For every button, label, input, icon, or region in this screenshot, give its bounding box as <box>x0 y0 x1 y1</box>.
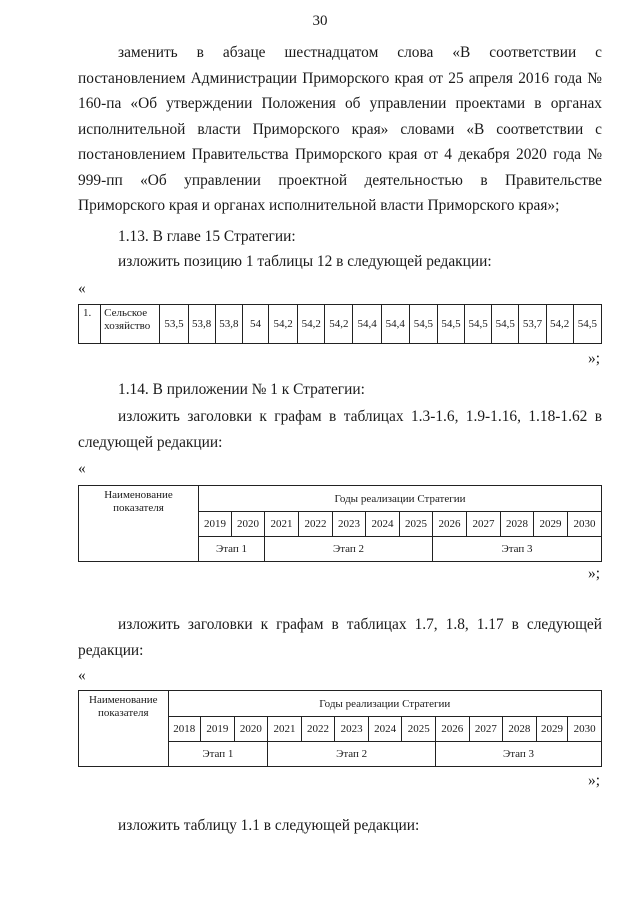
year-cell: 2028 <box>503 717 537 742</box>
value-cell: 54,5 <box>492 305 519 344</box>
year-cell: 2026 <box>436 717 470 742</box>
instruction-headers-1: изложить заголовки к графам в таблицах 1.3-1.6, 1.9-1.16, 1.18-1.62 в следующей редакции: <box>78 408 602 451</box>
value-cell: 53,7 <box>519 305 546 344</box>
stage-cell: Этап 2 <box>268 742 436 767</box>
year-cell: 2019 <box>201 717 235 742</box>
year-cell: 2029 <box>536 717 568 742</box>
year-cell: 2021 <box>268 717 302 742</box>
value-cell: 54 <box>242 305 268 344</box>
stage-cell: Этап 1 <box>199 537 265 562</box>
value-cell: 54,5 <box>573 305 601 344</box>
value-cell: 53,8 <box>215 305 242 344</box>
value-cell: 54,2 <box>298 305 325 344</box>
value-cell: 54,4 <box>381 305 409 344</box>
open-quote: « <box>78 280 86 297</box>
close-quote: »; <box>588 565 600 582</box>
close-quote: »; <box>588 350 600 367</box>
item-1-14: 1.14. В приложении № 1 к Стратегии: <box>118 381 365 398</box>
years-header: Годы реализации Стратегии <box>199 486 602 512</box>
value-cell: 54,5 <box>437 305 464 344</box>
year-cell: 2030 <box>568 512 602 537</box>
year-cell: 2024 <box>368 717 402 742</box>
open-quote: « <box>78 667 86 684</box>
year-cell: 2028 <box>501 512 534 537</box>
item-1-13: 1.13. В главе 15 Стратегии: <box>118 228 296 245</box>
year-cell: 2020 <box>234 717 268 742</box>
page-number: 30 <box>312 13 328 29</box>
value-cell: 53,8 <box>188 305 215 344</box>
paragraph-amendment: заменить в абзаце шестнадцатом слова «В соответствии с постановлением Администрации Приморского края от 25 апреля 2016 года № 160-па «Об утверждении Положения об управлении проектами в органах исполнительной власти Приморского края» словами «В соответствии с постановлением Правительства Приморского края от 4 декабря 2020 года № 999-пп «Об управлении проектной деятельностью в Правительстве Приморского края и органах исполнительной власти Приморского края»; <box>78 44 602 214</box>
indicator-name-header: Наименование показателя <box>79 486 199 562</box>
value-cell: 54,5 <box>465 305 492 344</box>
header-table-1 <box>78 485 602 562</box>
year-cell: 2029 <box>534 512 568 537</box>
indicator-name-header: Наименование показателя <box>79 691 169 767</box>
year-cell: 2030 <box>568 717 602 742</box>
row-number: 1. <box>79 305 101 344</box>
year-cell: 2018 <box>168 717 201 742</box>
value-cell: 53,5 <box>160 305 188 344</box>
years-header: Годы реализации Стратегии <box>168 691 601 717</box>
year-cell: 2022 <box>301 717 335 742</box>
table-row <box>79 305 602 344</box>
stage-cell: Этап 2 <box>265 537 433 562</box>
year-cell: 2023 <box>335 717 369 742</box>
year-cell: 2027 <box>467 512 501 537</box>
year-cell: 2022 <box>299 512 333 537</box>
year-cell: 2025 <box>400 512 433 537</box>
stage-cell: Этап 3 <box>436 742 602 767</box>
year-cell: 2025 <box>402 717 436 742</box>
value-cell: 54,2 <box>546 305 573 344</box>
open-quote: « <box>78 460 86 477</box>
header-table-2 <box>78 690 602 767</box>
year-cell: 2023 <box>333 512 366 537</box>
year-cell: 2024 <box>366 512 400 537</box>
instruction-table-12: изложить позицию 1 таблицы 12 в следующей редакции: <box>118 253 492 270</box>
instruction-table-1-1: изложить таблицу 1.1 в следующей редакции: <box>118 817 420 834</box>
instruction-headers-2: изложить заголовки к графам в таблицах 1.7, 1.8, 1.17 в следующей редакции: <box>78 616 602 659</box>
close-quote: »; <box>588 772 600 789</box>
year-cell: 2026 <box>433 512 467 537</box>
year-cell: 2020 <box>232 512 265 537</box>
value-cell: 54,5 <box>409 305 437 344</box>
year-cell: 2027 <box>469 717 503 742</box>
year-cell: 2019 <box>199 512 232 537</box>
row-name: Сельское хозяйство <box>101 305 160 344</box>
stage-cell: Этап 1 <box>168 742 268 767</box>
table-12-row <box>78 304 602 344</box>
value-cell: 54,2 <box>325 305 353 344</box>
year-cell: 2021 <box>265 512 299 537</box>
stage-cell: Этап 3 <box>433 537 602 562</box>
value-cell: 54,2 <box>269 305 298 344</box>
value-cell: 54,4 <box>353 305 381 344</box>
